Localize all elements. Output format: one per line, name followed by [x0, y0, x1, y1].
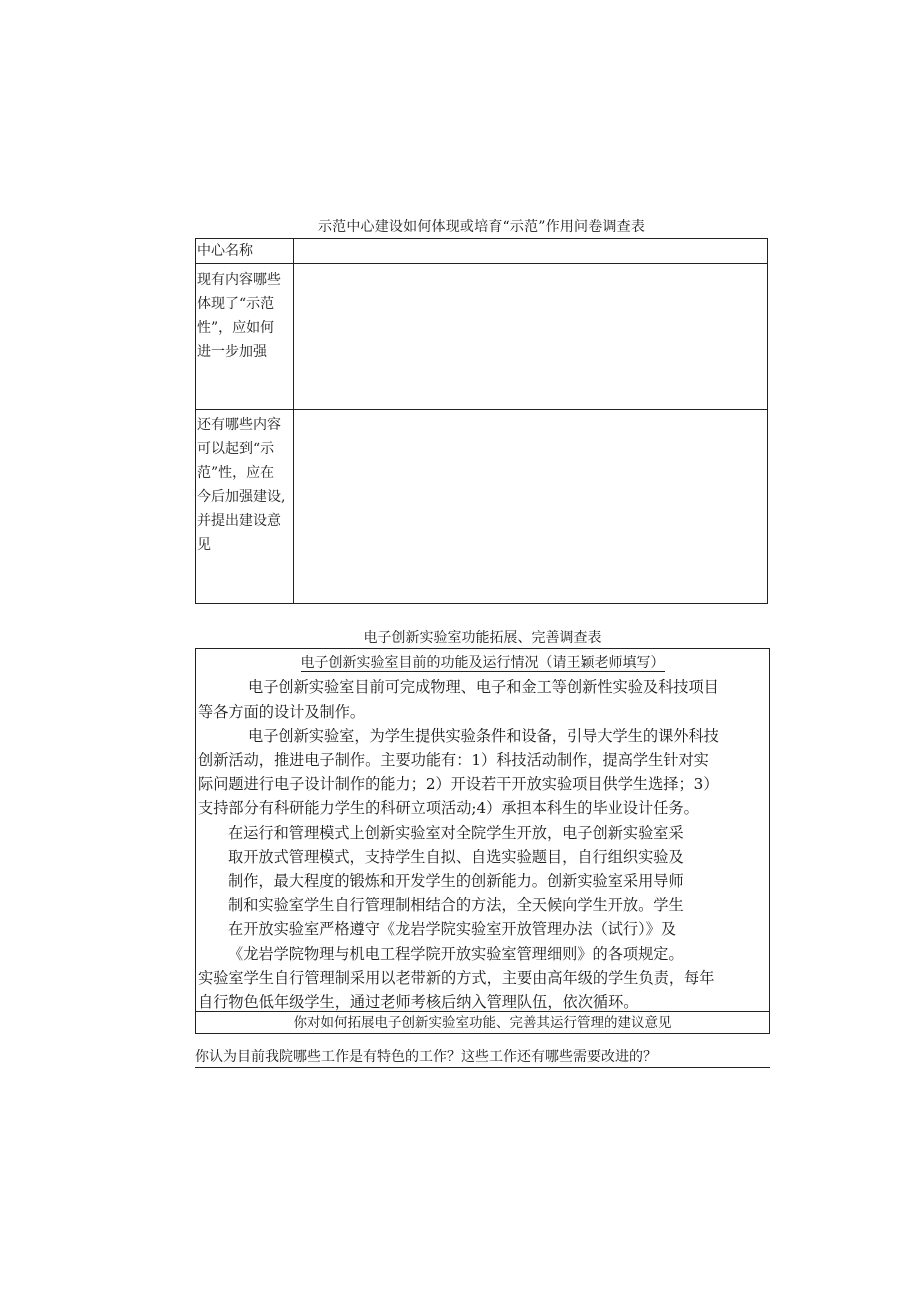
label-line: 范”性，应在: [197, 465, 275, 481]
survey2-title: 电子创新实验室功能拓展、完善调查表: [363, 630, 602, 646]
body-line: 创新活动，推进电子制作。主要功能有：1）科技活动制作，提高学生针对实: [198, 751, 709, 769]
survey1-title: 示范中心建设如何体现或培育“示范”作用问卷调查表: [317, 219, 646, 235]
center-name-label: 中心名称: [196, 239, 294, 264]
existing-content-label: [196, 264, 294, 410]
label-line: 见: [197, 537, 211, 553]
center-name-field[interactable]: [294, 239, 768, 264]
label-line: 性”，应如何: [197, 320, 275, 336]
label-line: 还有哪些内容: [197, 417, 281, 433]
body-line: 电子创新实验室，为学生提供实验条件和设备，引导大学生的课外科技: [248, 727, 719, 745]
future-content-label: [196, 410, 294, 604]
label-line: 可以起到“示: [197, 441, 275, 457]
body-line: 制和实验室学生自行管理制相结合的方法，全天候向学生开放。学生: [228, 896, 684, 914]
subtitle-text: 电子创新实验室目前的功能及运行情况（请王颖老师填写）: [300, 655, 665, 671]
label-line: 体现了“示范: [197, 296, 275, 312]
label-line: 现有内容哪些: [197, 272, 281, 288]
existing-content-answer-field[interactable]: [294, 264, 768, 410]
body-line: 制作，最大程度的锻炼和开发学生的创新能力。创新实验室采用导师: [228, 872, 684, 890]
suggestion-prompt: 你对如何拓展电子创新实验室功能、完善其运行管理的建议意见: [196, 1011, 769, 1032]
body-line: 支持部分有科研能力学生的科研立项活动;4）承担本科生的毕业设计任务。: [198, 799, 699, 817]
table-row: [196, 410, 768, 604]
label-line: 进一步加强: [197, 344, 267, 360]
body-line: 在运行和管理模式上创新实验室对全院学生开放，电子创新实验室采: [228, 824, 684, 842]
demonstration-survey-table: [195, 238, 768, 604]
future-content-answer-field[interactable]: [294, 410, 768, 604]
body-line-text: 自行物色低年级学生，通过老师考核后纳入管理队伍，依次: [198, 993, 593, 1011]
body-line: 在开放实验室严格遵守《龙岩学院实验室开放管理办法（试行）》及: [228, 920, 677, 938]
featured-work-question: 你认为目前我院哪些工作是有特色的工作？这些工作还有哪些需要改进的？: [195, 1047, 770, 1068]
body-line: 等各方面的设计及制作。: [198, 703, 366, 721]
body-line: 实验室学生自行管理制采用以老带新的方式，主要由高年级的学生负责，每年: [198, 969, 715, 987]
innovation-lab-survey-box: [195, 648, 770, 1034]
underlined-text: 循环。: [592, 993, 639, 1011]
lab-status-subtitle: [196, 654, 769, 672]
label-line: 今后加强建设,: [197, 489, 286, 505]
body-line: 电子创新实验室目前可完成物理、电子和金工等创新性实验及科技项目: [248, 678, 719, 696]
body-line: 取开放式管理模式，支持学生自拟、自选实验题目，自行组织实验及: [228, 848, 684, 866]
body-line: 际问题进行电子设计制作的能力；2）开设若干开放实验项目供学生选择；3）: [198, 775, 719, 793]
label-line: 并提出建设意: [197, 513, 281, 529]
body-line: 《龙岩学院物理与机电工程学院开放实验室管理细则》的各项规定。: [228, 945, 684, 963]
table-row: [196, 239, 768, 264]
table-row: [196, 264, 768, 410]
